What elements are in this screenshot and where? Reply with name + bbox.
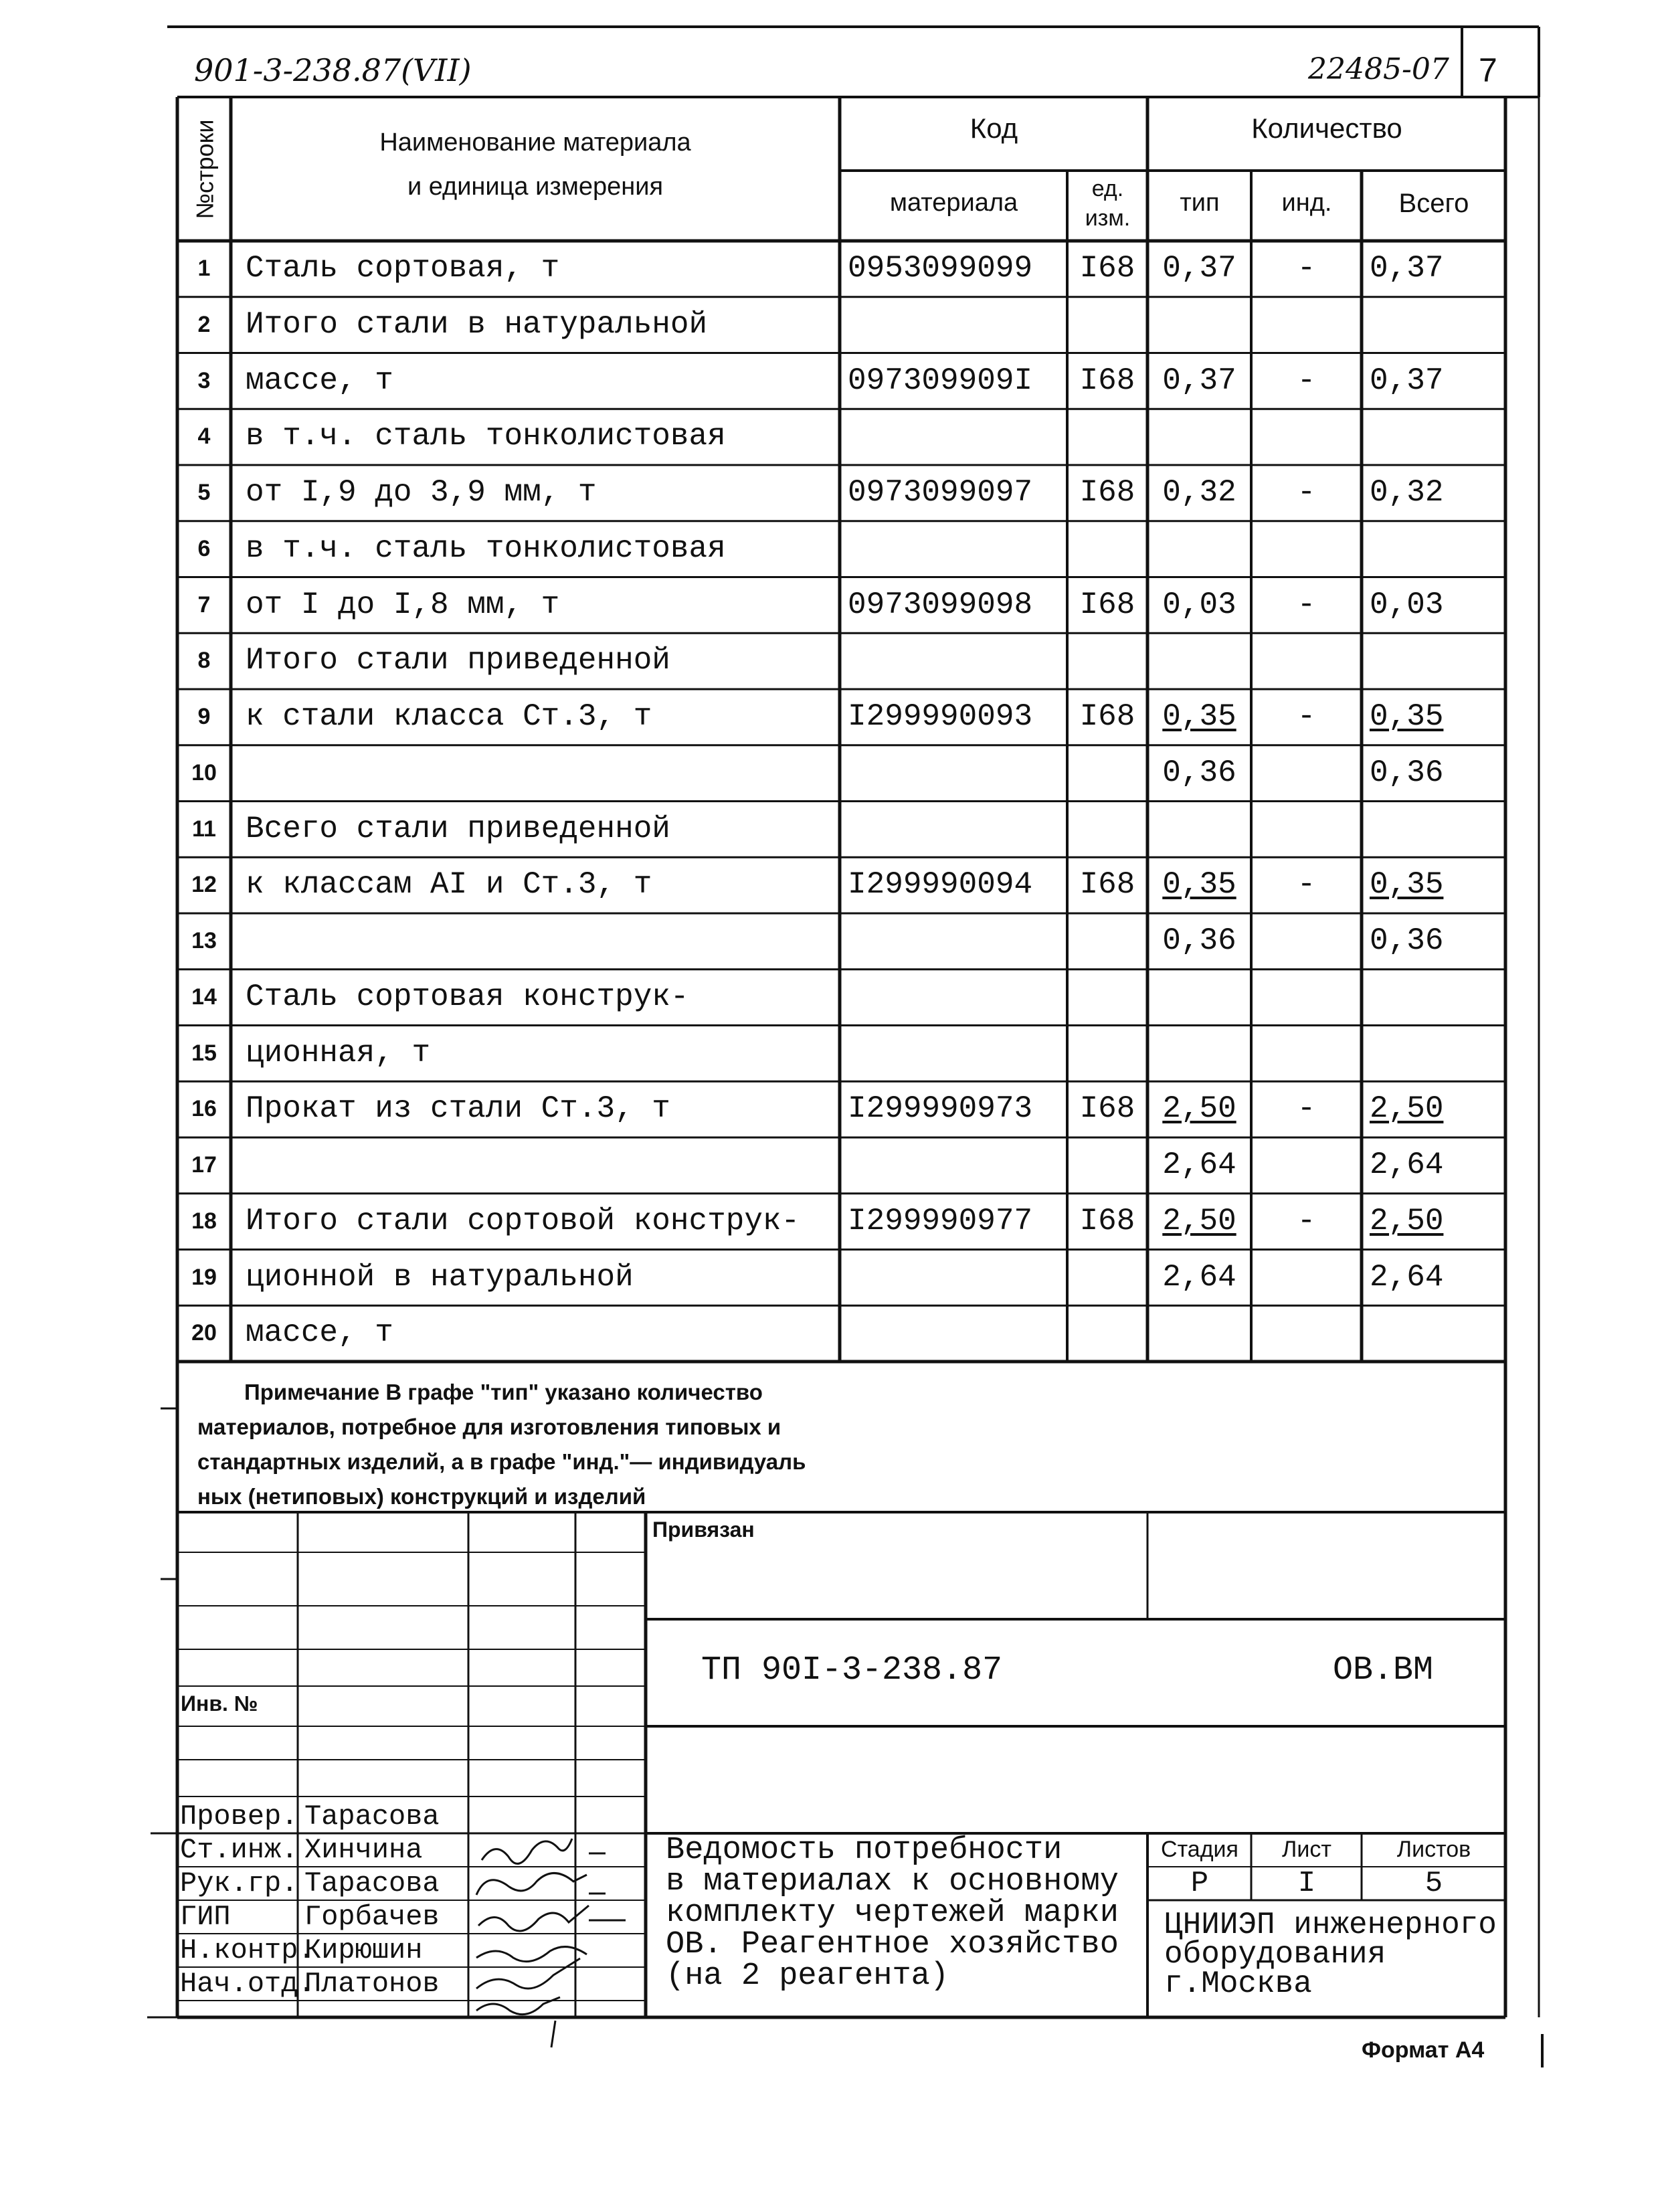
cell-name: ционная, т (246, 1035, 431, 1071)
signer-row (177, 1867, 646, 1900)
cell-total: 0,36 (1370, 923, 1444, 958)
cell-code (840, 633, 1067, 689)
signer-name: Хинчина (304, 1834, 423, 1866)
cell-ind (1251, 745, 1362, 802)
note-line: материалов, потребное для изготовления типовых и (197, 1414, 781, 1439)
cell-code (840, 745, 1067, 802)
table-row (177, 521, 1505, 577)
signer-role: Рук.гр. (180, 1867, 298, 1900)
header-qty-total: Всего (1398, 189, 1469, 218)
cell-name: от I,9 до 3,9 мм, т (246, 475, 597, 510)
cell-unit (1067, 802, 1147, 858)
cell-name: ционной в натуральной (246, 1259, 634, 1295)
cell-type: 0,03 (1162, 587, 1236, 622)
sheet-value: I (1297, 1867, 1316, 1900)
cell-n: 1 (197, 256, 211, 281)
sheets-label: Листов (1396, 1837, 1471, 1862)
cell-name: в т.ч. сталь тонколистовая (246, 419, 726, 454)
cell-unit: I68 (1079, 251, 1135, 286)
cell-code (840, 913, 1067, 970)
cell-type (1147, 970, 1251, 1026)
cell-code: 0973099098 (848, 587, 1033, 622)
cell-type: 2,64 (1162, 1147, 1236, 1182)
header-unit: ед. изм. (1085, 176, 1131, 231)
cell-ind (1251, 970, 1362, 1026)
cell-code (840, 970, 1067, 1026)
cell-ind (1251, 1137, 1362, 1194)
cell-type (1147, 521, 1251, 577)
cell-unit: I68 (1079, 587, 1135, 622)
note-line: стандартных изделий, а в графе "инд."— индивидуаль (197, 1449, 806, 1474)
cell-n: 9 (197, 704, 211, 729)
inv-label: Инв. № (181, 1691, 258, 1716)
cell-ind (1251, 913, 1362, 970)
cell-unit: I68 (1079, 699, 1135, 734)
table-row (177, 297, 1505, 353)
cell-ind (1251, 409, 1362, 465)
cell-total (1362, 802, 1505, 858)
cell-code (840, 1250, 1067, 1306)
cell-name: Сталь сортовая, т (246, 251, 560, 286)
project-code: ТП 90I-3-238.87 (701, 1651, 1003, 1689)
cell-type (1147, 297, 1251, 353)
table-row (177, 633, 1505, 689)
cell-total (1362, 409, 1505, 465)
cell-code: 0953099099 (848, 251, 1033, 286)
header-row-number: №строки (191, 119, 219, 219)
cell-type: 0,35 (1162, 867, 1236, 903)
cell-type (1147, 1305, 1251, 1362)
cell-unit (1067, 409, 1147, 465)
cell-n: 7 (197, 591, 211, 618)
drawing-mark: ОВ.ВМ (1333, 1651, 1434, 1689)
inventory-number: 22485-07 (1308, 52, 1449, 86)
cell-n: 5 (197, 480, 211, 505)
table-row (177, 241, 1505, 297)
table-row (177, 745, 1505, 802)
header-code: Код (970, 112, 1018, 144)
signer-row (177, 1833, 646, 1867)
page-number: 7 (1479, 52, 1497, 89)
cell-ind: - (1297, 587, 1316, 622)
signer-row (177, 1934, 646, 1967)
cell-total: 0,35 (1370, 699, 1444, 734)
cell-unit: I68 (1079, 363, 1135, 398)
signer-name: Кирюшин (304, 1934, 423, 1966)
cell-type: 0,36 (1162, 755, 1236, 790)
cell-n: 19 (191, 1264, 217, 1290)
signer-row (177, 1967, 646, 2001)
table-row (177, 802, 1505, 858)
cell-type: 0,36 (1162, 923, 1236, 958)
cell-unit (1067, 1137, 1147, 1194)
cell-code (840, 1305, 1067, 1362)
cell-type: 2,64 (1162, 1259, 1236, 1295)
paper-format: Формат А4 (1362, 2037, 1485, 2063)
cell-ind (1251, 1026, 1362, 1082)
cell-code: I299990977 (848, 1203, 1033, 1238)
cell-unit (1067, 913, 1147, 970)
cell-n: 13 (191, 928, 217, 953)
cell-type (1147, 409, 1251, 465)
signer-role: Н.контр. (180, 1934, 315, 1966)
cell-total: 0,37 (1370, 251, 1444, 286)
cell-code: 097309909I (848, 363, 1033, 398)
cell-code (840, 802, 1067, 858)
cell-name (238, 913, 836, 970)
note-block (197, 1375, 1469, 1514)
cell-code (840, 521, 1067, 577)
cell-ind: - (1297, 251, 1316, 286)
cell-n: 4 (197, 424, 211, 450)
note-line: ных (нетиповых) конструкций и изделий (197, 1484, 646, 1509)
signer-role: Ст.инж. (180, 1834, 298, 1866)
cell-name (238, 745, 836, 802)
cell-total (1362, 970, 1505, 1026)
cell-unit (1067, 970, 1147, 1026)
table-row (177, 1305, 1505, 1362)
cell-n: 17 (191, 1152, 217, 1178)
cell-ind: - (1297, 1091, 1316, 1127)
cell-type (1147, 802, 1251, 858)
organization: ЦНИИЭП инженерного оборудования г.Москва (1164, 1908, 1497, 2001)
cell-type (1147, 1026, 1251, 1082)
cell-name (238, 1137, 836, 1194)
sheet-label: Лист (1282, 1837, 1331, 1862)
stage-value: Р (1190, 1867, 1209, 1900)
cell-type: 0,35 (1162, 699, 1236, 734)
header-qty-ind: инд. (1281, 189, 1332, 217)
table-row (177, 689, 1505, 745)
cell-ind (1251, 802, 1362, 858)
signer-name: Горбачев (304, 1901, 440, 1933)
cell-type: 2,50 (1162, 1203, 1236, 1238)
cell-type: 0,37 (1162, 251, 1236, 286)
table-row (177, 1137, 1505, 1194)
cell-n: 3 (197, 367, 211, 393)
cell-unit (1067, 297, 1147, 353)
cell-ind (1251, 1305, 1362, 1362)
cell-n: 12 (191, 872, 217, 898)
table-row (177, 465, 1505, 521)
cell-name: Итого стали приведенной (246, 643, 670, 678)
cell-unit (1067, 1250, 1147, 1306)
cell-unit (1067, 1305, 1147, 1362)
document-title: Ведомость потребности в материалах к основному комплекту чертежей марки ОВ. Реагентное хозяйство (на 2 реагента) (666, 1833, 1119, 1994)
cell-code (840, 297, 1067, 353)
cell-total (1362, 297, 1505, 353)
cell-name: массе, т (246, 1315, 393, 1351)
cell-ind (1251, 633, 1362, 689)
cell-unit (1067, 1026, 1147, 1082)
cell-name: Прокат из стали Ст.3, т (246, 1091, 670, 1127)
cell-n: 8 (197, 648, 211, 674)
cell-name: Всего стали приведенной (246, 811, 670, 846)
cell-total (1362, 1026, 1505, 1082)
signer-role: Нач.отд. (180, 1968, 315, 2000)
cell-ind: - (1297, 867, 1316, 903)
table-row (177, 857, 1505, 913)
signer-name: Платонов (304, 1968, 440, 2000)
cell-ind: - (1297, 363, 1316, 398)
cell-n: 18 (191, 1208, 217, 1234)
cell-total: 0,03 (1370, 587, 1444, 622)
cell-name: массе, т (246, 363, 393, 398)
cell-n: 10 (191, 759, 217, 786)
cell-n: 16 (191, 1096, 217, 1122)
cell-code: I299990973 (848, 1091, 1033, 1127)
cell-total: 2,64 (1370, 1259, 1444, 1295)
cell-total: 2,50 (1370, 1091, 1444, 1127)
cell-n: 15 (191, 1040, 217, 1066)
cell-n: 2 (197, 311, 211, 337)
cell-type: 2,50 (1162, 1091, 1236, 1127)
cell-unit (1067, 633, 1147, 689)
attached-label: Привязан (652, 1517, 755, 1542)
signer-name: Тарасова (304, 1801, 440, 1833)
cell-code: I299990094 (848, 867, 1033, 903)
cell-code: 0973099097 (848, 475, 1033, 510)
cell-ind (1251, 521, 1362, 577)
cell-unit: I68 (1079, 475, 1135, 510)
cell-ind: - (1297, 475, 1316, 510)
table-row (177, 1250, 1505, 1306)
signer-role: Провер. (180, 1801, 298, 1833)
cell-total: 0,32 (1370, 475, 1444, 510)
cell-unit: I68 (1079, 867, 1135, 903)
cell-total: 0,36 (1370, 755, 1444, 790)
table-row (177, 353, 1505, 409)
cell-code (840, 1137, 1067, 1194)
cell-total: 0,37 (1370, 363, 1444, 398)
cell-unit: I68 (1079, 1091, 1135, 1127)
header-code-material: материала (889, 189, 1018, 217)
cell-ind: - (1297, 699, 1316, 734)
cell-total: 0,35 (1370, 867, 1444, 903)
cell-ind (1251, 297, 1362, 353)
sheets-value: 5 (1424, 1867, 1443, 1900)
cell-n: 11 (192, 816, 216, 842)
cell-ind: - (1297, 1203, 1316, 1238)
cell-code (840, 1026, 1067, 1082)
cell-name: Сталь сортовая конструк- (246, 979, 689, 1014)
table-row (177, 1081, 1505, 1137)
signer-row (177, 1900, 646, 1934)
header-material-name: Наименование материала и единица измерения (379, 128, 691, 201)
cell-type (1147, 633, 1251, 689)
cell-code: I299990093 (848, 699, 1033, 734)
header-quantity: Количество (1251, 112, 1402, 144)
cell-unit (1067, 745, 1147, 802)
cell-ind (1251, 1250, 1362, 1306)
cell-total (1362, 521, 1505, 577)
cell-unit: I68 (1079, 1203, 1135, 1238)
cell-n: 20 (191, 1320, 217, 1346)
cell-total (1362, 633, 1505, 689)
stage-label: Стадия (1161, 1837, 1238, 1862)
cell-n: 14 (191, 984, 217, 1010)
signer-row (177, 1800, 646, 1833)
document-code: 901-3-238.87(VII) (194, 52, 472, 88)
cell-total: 2,64 (1370, 1147, 1444, 1182)
table-row (177, 577, 1505, 634)
cell-name: в т.ч. сталь тонколистовая (246, 531, 726, 566)
header-qty-type: тип (1180, 189, 1220, 217)
cell-total: 2,50 (1370, 1203, 1444, 1238)
signer-role: ГИП (180, 1901, 231, 1933)
cell-code (840, 409, 1067, 465)
cell-name: от I до I,8 мм, т (246, 587, 560, 622)
note-line: Примечание В графе "тип" указано количество (244, 1380, 763, 1404)
cell-unit (1067, 521, 1147, 577)
cell-name: Итого стали сортовой конструк- (246, 1203, 800, 1238)
table-row (177, 970, 1505, 1026)
table-row (177, 913, 1505, 970)
cell-type: 0,37 (1162, 363, 1236, 398)
signer-name: Тарасова (304, 1867, 440, 1900)
table-row (177, 409, 1505, 465)
cell-total (1362, 1305, 1505, 1362)
table-row (177, 1026, 1505, 1082)
cell-name: Итого стали в натуральной (246, 306, 708, 342)
table-row (177, 1194, 1505, 1250)
cell-name: к стали класса Ст.3, т (246, 699, 652, 734)
cell-name: к классам АI и Ст.3, т (246, 867, 652, 903)
cell-n: 6 (197, 535, 211, 561)
cell-type: 0,32 (1162, 475, 1236, 510)
